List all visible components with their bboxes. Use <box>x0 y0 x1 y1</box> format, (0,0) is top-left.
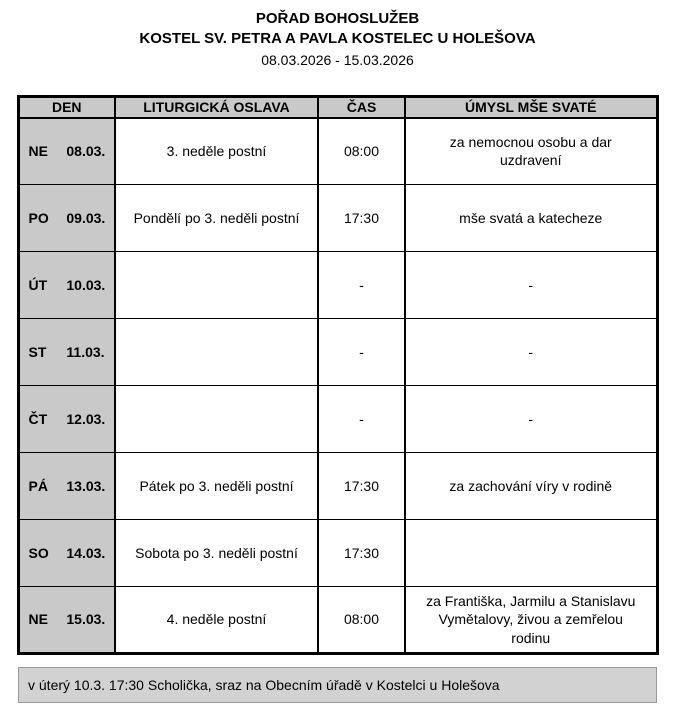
table-row <box>18 118 657 185</box>
celebration-cell: Sobota po 3. neděli postní <box>115 520 318 587</box>
day-cell <box>18 185 115 252</box>
column-header-umysl: ÚMYSL MŠE SVATÉ <box>405 97 657 118</box>
date-range: 08.03.2026 - 15.03.2026 <box>261 52 414 68</box>
day-date: 13.03. <box>66 477 106 494</box>
column-header-cas: ČAS <box>318 97 405 118</box>
celebration-cell <box>115 319 318 386</box>
time-cell: 17:30 <box>318 185 405 252</box>
table-row <box>18 520 657 587</box>
time-cell: 08:00 <box>318 587 405 654</box>
column-header-liturgicka-oslava: LITURGICKÁ OSLAVA <box>115 97 318 118</box>
day-date: 09.03. <box>66 209 106 226</box>
page-title: POŘAD BOHOSLUŽEB <box>255 10 420 27</box>
time-cell: 17:30 <box>318 520 405 587</box>
column-header-den: DEN <box>18 97 115 118</box>
day-abbrev: NE <box>28 611 48 628</box>
day-abbrev: ČT <box>28 410 48 427</box>
day-cell <box>18 453 115 520</box>
intention-cell: za nemocnou osobu a dar uzdravení <box>405 118 657 185</box>
celebration-cell: 3. neděle postní <box>115 118 318 185</box>
intention-cell: mše svatá a katecheze <box>405 185 657 252</box>
time-cell: - <box>318 386 405 453</box>
day-cell <box>18 587 115 654</box>
table-row <box>18 252 657 319</box>
table-row <box>18 319 657 386</box>
celebration-cell: Pátek po 3. neděli postní <box>115 453 318 520</box>
day-abbrev: ST <box>28 343 47 360</box>
day-cell <box>18 252 115 319</box>
day-abbrev: SO <box>28 544 49 561</box>
table-row <box>18 587 657 654</box>
day-date: 10.03. <box>66 276 106 293</box>
intention-cell: - <box>405 252 657 319</box>
time-cell: 08:00 <box>318 118 405 185</box>
time-cell: - <box>318 319 405 386</box>
celebration-cell <box>115 386 318 453</box>
day-abbrev: ÚT <box>28 276 48 293</box>
table-row <box>18 386 657 453</box>
day-cell <box>18 386 115 453</box>
celebration-cell <box>115 252 318 319</box>
footer-note: v úterý 10.3. 17:30 Scholička, sraz na Obecním úřadě v Kostelci u Holešova <box>18 667 657 703</box>
intention-cell <box>405 520 657 587</box>
day-abbrev: PO <box>28 209 49 226</box>
schedule-table <box>17 95 659 655</box>
day-date: 11.03. <box>66 343 105 360</box>
day-date: 08.03. <box>66 143 106 160</box>
day-date: 12.03. <box>66 410 106 427</box>
intention-cell: - <box>405 386 657 453</box>
day-date: 14.03. <box>66 544 106 561</box>
day-date: 15.03. <box>66 611 106 628</box>
celebration-cell: Pondělí po 3. neděli postní <box>115 185 318 252</box>
intention-cell: za zachování víry v rodině <box>405 453 657 520</box>
time-cell: - <box>318 252 405 319</box>
day-abbrev: NE <box>28 143 48 160</box>
table-row <box>18 453 657 520</box>
table-row <box>18 185 657 252</box>
intention-cell: - <box>405 319 657 386</box>
day-abbrev: PÁ <box>28 477 48 494</box>
time-cell: 17:30 <box>318 453 405 520</box>
day-cell <box>18 319 115 386</box>
table-header-row <box>18 97 657 118</box>
intention-cell: za Františka, Jarmilu a Stanislavu Vymětalovy, živou a zemřelou rodinu <box>405 587 657 654</box>
celebration-cell: 4. neděle postní <box>115 587 318 654</box>
document-header <box>0 0 675 70</box>
day-cell <box>18 520 115 587</box>
day-cell <box>18 118 115 185</box>
page-subtitle: KOSTEL SV. PETRA A PAVLA KOSTELEC U HOLEŠOVA <box>139 30 536 47</box>
